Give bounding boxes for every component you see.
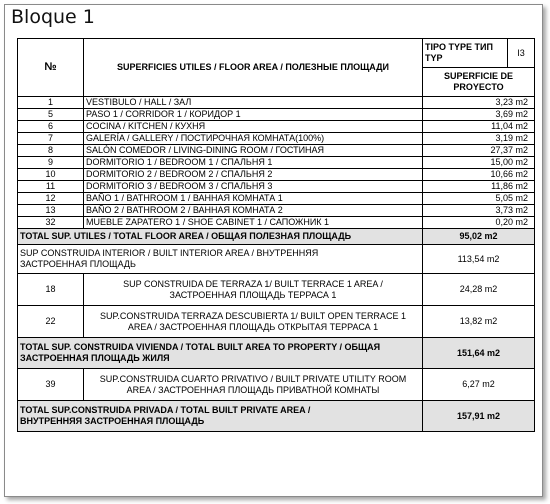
room-name: DORMITORIO 2 / BEDROOM 2 / СПАЛЬНЯ 2 [84, 169, 423, 181]
room-number: 5 [18, 109, 84, 121]
room-row [18, 217, 535, 229]
room-number: 1 [18, 97, 84, 109]
room-name: PASO 1 / CORRIDOR 1 / КОРИДОР 1 [84, 109, 423, 121]
total-utiles-label: TOTAL SUP. UTILES / TOTAL FLOOR AREA / ОБЩАЯ ПОЛЕЗНАЯ ПЛОЩАДЬ [18, 229, 423, 245]
room-area: 11,04 m2 [423, 121, 535, 133]
room-area: 3,69 m2 [423, 109, 535, 121]
terraza-number: 18 [18, 274, 84, 306]
room-name: BAÑO 2 / BATHROOM 2 / ВАННАЯ КОМНАТА 2 [84, 205, 423, 217]
room-name: DORMITORIO 1 / BEDROOM 1 / СПАЛЬНЯ 1 [84, 157, 423, 169]
block-title: Bloque 1 [11, 6, 95, 28]
room-row [18, 145, 535, 157]
room-number: 32 [18, 217, 84, 229]
room-name: COCINA / KITCHEN / КУХНЯ [84, 121, 423, 133]
room-area: 3,73 m2 [423, 205, 535, 217]
room-area: 3,19 m2 [423, 133, 535, 145]
room-row [18, 121, 535, 133]
header-number: № [18, 39, 84, 97]
cuarto-privativo-label: SUP.CONSTRUIDA CUARTO PRIVATIVO / BUILT PRIVATE UTILITY ROOM AREA / ЗАСТРОЕННАЯ ПЛОЩАДЬ ПРИВАТНОЙ КОМНАТЫ [84, 369, 423, 401]
room-area: 15,00 m2 [423, 157, 535, 169]
room-row [18, 133, 535, 145]
room-number: 6 [18, 121, 84, 133]
room-area: 5,05 m2 [423, 193, 535, 205]
area-table [17, 38, 535, 432]
room-area: 3,23 m2 [423, 97, 535, 109]
header-superficie-proyecto: SUPERFICIE DE PROYECTO [423, 68, 535, 97]
cuarto-privativo-row [18, 369, 535, 401]
room-row [18, 205, 535, 217]
terraza-descubierta-label: SUP.CONSTRUIDA TERRAZA DESCUBIERTA 1/ BUILT OPEN TERRACE 1 AREA / ЗАСТРОЕННАЯ ПЛОЩАДЬ ОТКРЫТАЯ ТЕРРАСА 1 [84, 306, 423, 338]
room-number: 9 [18, 157, 84, 169]
total-privada-row [18, 401, 535, 432]
total-vivienda-row [18, 338, 535, 369]
terraza-descubierta-value: 13,82 m2 [423, 306, 535, 338]
total-privada-value: 157,91 m2 [423, 401, 535, 432]
total-vivienda-label: TOTAL SUP. CONSTRUIDA VIVIENDA / TOTAL BUILT AREA TO PROPERTY / ОБЩАЯ ЗАСТРОЕННАЯ ПЛОЩАДЬ ЖИЛЯ [18, 338, 423, 369]
terraza-label: SUP CONSTRUIDA DE TERRAZA 1/ BUILT TERRACE 1 AREA / ЗАСТРОЕННАЯ ПЛОЩАДЬ ТЕРРАСА 1 [84, 274, 423, 306]
room-row [18, 157, 535, 169]
cuarto-privativo-value: 6,27 m2 [423, 369, 535, 401]
room-row [18, 97, 535, 109]
header-row [18, 39, 535, 68]
room-number: 8 [18, 145, 84, 157]
room-area: 11,86 m2 [423, 181, 535, 193]
cuarto-privativo-number: 39 [18, 369, 84, 401]
construida-interior-row [18, 245, 535, 274]
room-area: 27,37 m2 [423, 145, 535, 157]
room-number: 12 [18, 193, 84, 205]
terraza-descubierta-number: 22 [18, 306, 84, 338]
room-number: 7 [18, 133, 84, 145]
room-row [18, 181, 535, 193]
room-area: 0,20 m2 [423, 217, 535, 229]
room-name: DORMITORIO 3 / BEDROOM 3 / СПАЛЬНЯ 3 [84, 181, 423, 193]
header-tipo-value: I3 [508, 39, 535, 68]
construida-interior-value: 113,54 m2 [423, 245, 535, 274]
room-name: BAÑO 1 / BATHROOM 1 / ВАННАЯ КОМНАТА 1 [84, 193, 423, 205]
room-name: VESTIBULO / HALL / ЗАЛ [84, 97, 423, 109]
header-superficies: SUPERFICIES UTILES / FLOOR AREA / ПОЛЕЗНЫЕ ПЛОЩАДИ [84, 39, 423, 97]
room-area: 10,66 m2 [423, 169, 535, 181]
room-number: 11 [18, 181, 84, 193]
header-tipo: TIPO TYPE ТИП TYP [423, 39, 508, 68]
total-utiles-value: 95,02 m2 [423, 229, 535, 245]
document-frame [4, 4, 543, 497]
room-number: 13 [18, 205, 84, 217]
room-row [18, 169, 535, 181]
total-privada-label: TOTAL SUP.CONSTRUIDA PRIVADA / TOTAL BUILT PRIVATE AREA / ВНУТРЕННЯЯ ЗАСТРОЕННАЯ ПЛОЩАДЬ [18, 401, 423, 432]
terraza-descubierta-row [18, 306, 535, 338]
construida-interior-label: SUP CONSTRUIDA INTERIOR / BUILT INTERIOR AREA / ВНУТРЕННЯЯ ЗАСТРОЕННАЯ ПЛОЩАДЬ [18, 245, 423, 274]
total-utiles-row [18, 229, 535, 245]
room-name: MUEBLE ZAPATERO 1 / SHOE CABINET 1 / САПОЖНИК 1 [84, 217, 423, 229]
room-number: 10 [18, 169, 84, 181]
room-row [18, 109, 535, 121]
room-row [18, 193, 535, 205]
total-vivienda-value: 151,64 m2 [423, 338, 535, 369]
terraza-row [18, 274, 535, 306]
terraza-value: 24,28 m2 [423, 274, 535, 306]
room-name: SALÓN COMEDOR / LIVING-DINING ROOM / ГОСТИНАЯ [84, 145, 423, 157]
room-name: GALERÍA / GALLERY / ПОСТИРОЧНАЯ КОМНАТА(100%) [84, 133, 423, 145]
